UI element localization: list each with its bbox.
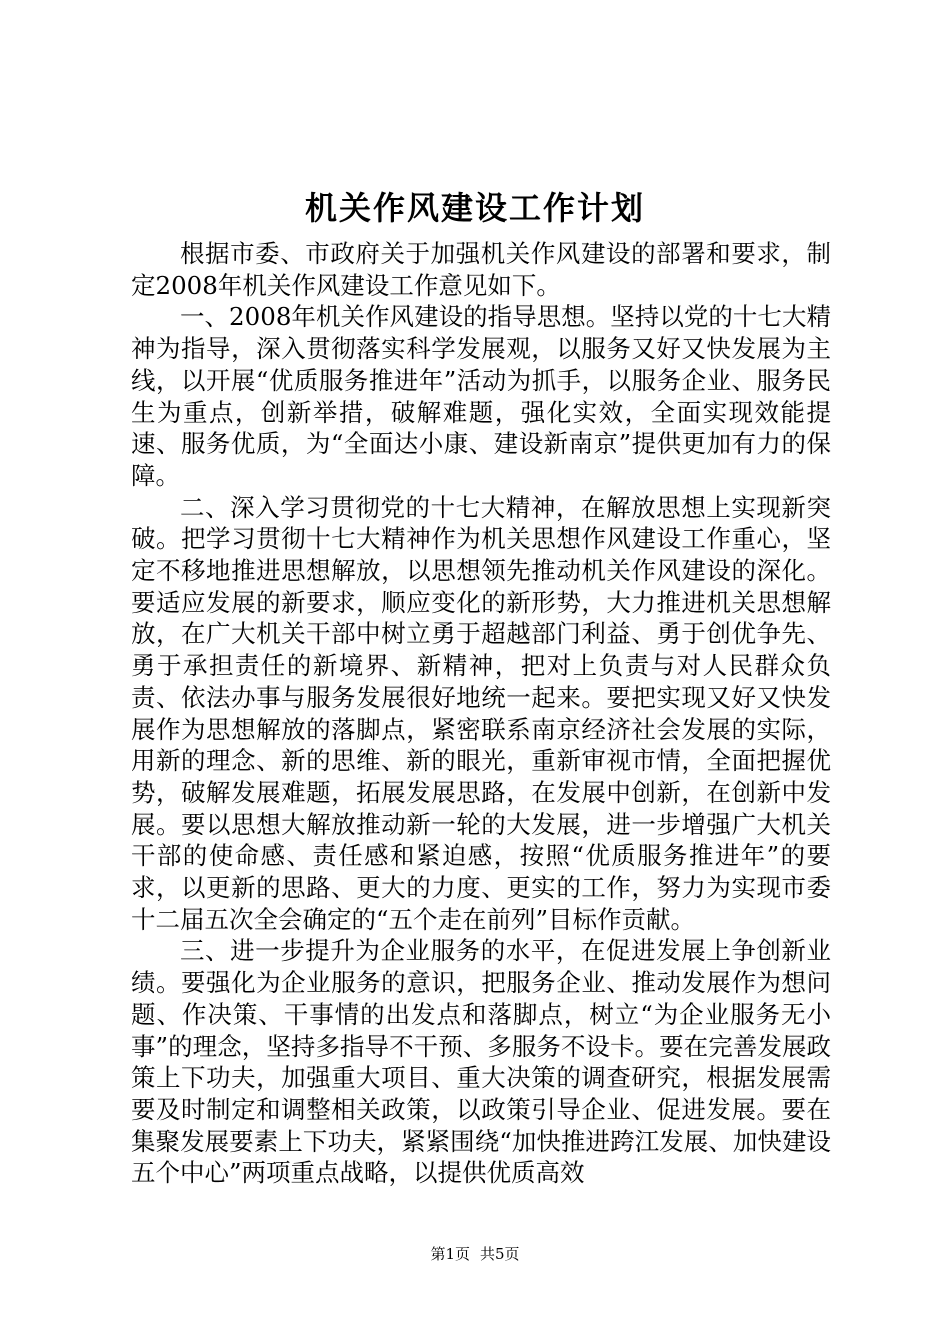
page-total: 共5页 [480,1245,520,1263]
paragraph-section-3: 三、进一步提升为企业服务的水平，在促进发展上争创新业绩。要强化为企业服务的意识，把服务企业、推动发展作为想问题、作决策、干事情的出发点和落脚点，树立“为企业服务无小事”的理念，坚持多指导不干预、多服务不设卡。要在完善发展政策上下功夫，加强重大项目、重大决策的调查研究，根据发展需要及时制定和调整相关政策，以政策引导企业、促进发展。要在集聚发展要素上下功夫，紧紧围绕“加快推进跨江发展、加快建设五个中心”两项重点战略，以提供优质高效 [131,936,831,1188]
document-body [131,238,831,1189]
document-title: 机关作风建设工作计划 [304,189,645,227]
paragraph-intro: 根据市委、市政府关于加强机关作风建设的部署和要求，制定2008年机关作风建设工作意见如下。 [131,239,831,300]
page-number: 第1页 [430,1245,470,1263]
page-footer [0,1244,950,1264]
paragraph-section-2: 二、深入学习贯彻党的十七大精神，在解放思想上实现新突破。把学习贯彻十七大精神作为机关思想作风建设工作重心，坚定不移地推进思想解放，以思想领先推动机关作风建设的深化。要适应发展的新要求，顺应变化的新形势，大力推进机关思想解放，在广大机关干部中树立勇于超越部门利益、勇于创优争先、勇于承担责任的新境界、新精神，把对上负责与对人民群众负责、依法办事与服务发展很好地统一起来。要把实现又好又快发展作为思想解放的落脚点，紧密联系南京经济社会发展的实际，用新的理念、新的思维、新的眼光，重新审视市情，全面把握优势，破解发展难题，拓展发展思路，在发展中创新，在创新中发展。要以思想大解放推动新一轮的大发展，进一步增强广大机关干部的使命感、责任感和紧迫感，按照“优质服务推进年”的要求，以更新的思路、更大的力度、更实的工作，努力为实现市委十二届五次全会确定的“五个走在前列”目标作贡献。 [131,492,831,934]
paragraph-section-1: 一、2008年机关作风建设的指导思想。坚持以党的十七大精神为指导，深入贯彻落实科学发展观，以服务又好又快发展为主线，以开展“优质服务推进年”活动为抓手，以服务企业、服务民生为重点，创新举措，破解难题，强化实效，全面实现效能提速、服务优质，为“全面达小康、建设新南京”提供更加有力的保障。 [131,302,831,490]
